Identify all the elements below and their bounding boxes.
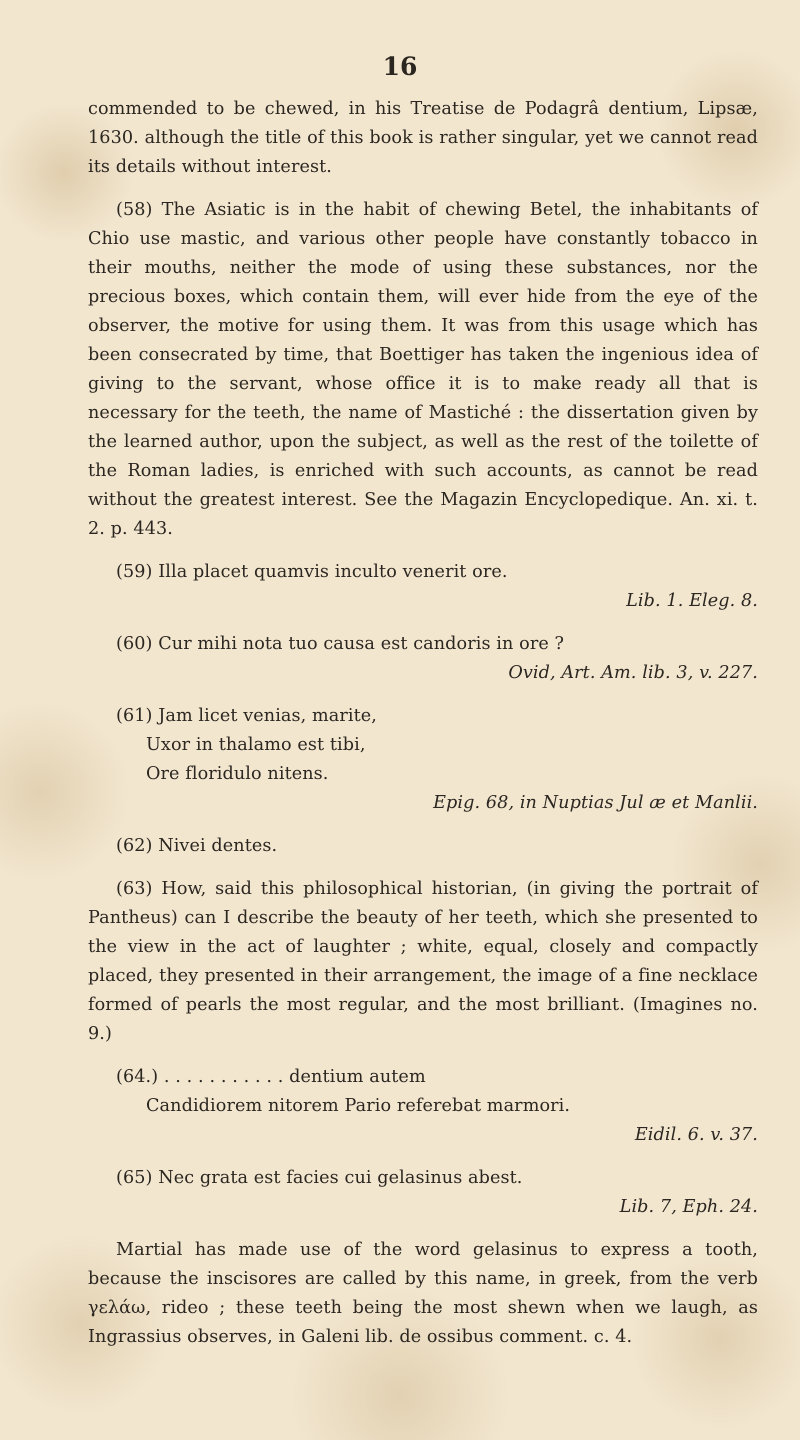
verse-line: (64.) . . . . . . . . . . . dentium autem [116, 1067, 426, 1087]
verse-line: (61) Jam licet venias, marite, [116, 706, 378, 726]
verse-line: Uxor in thalamo est tibi, [146, 735, 366, 755]
note-58: (58) The Asiatic is in the habit of chewing Betel, the inhabitants of Chio use mastic, and various other people have constantly tobacco in their mouths, neither the mode of using these substances, nor the precious boxes, which contain them, will ever hide from the eye of the observer, the motive for using them. It was from this usage which has been consecrated by time, that Boettiger has taken the ingenious idea of giving to the servant, whose office it is to make ready all that is necessary for the teeth, the name of Mastiché : the dissertation given by the learned author, upon the subject, as well as the rest of the toilette of the Roman ladies, is enriched with such accounts, as cannot be read without the greatest interest. See the Magazin Encyclopedique. An. xi. t. 2. p. 443. [88, 200, 758, 539]
note-65: (65) Nec grata est facies cui gelasinus abest. [116, 1168, 523, 1188]
note-60-citation: Ovid, Art. Am. lib. 3, v. 227. [508, 663, 758, 683]
page-number: 16 [382, 52, 418, 81]
note-61-citation: Epig. 68, in Nuptias Jul æ et Manlii. [433, 793, 758, 813]
note-59-citation: Lib. 1. Eleg. 8. [626, 591, 758, 611]
verse-line: Ore floridulo nitens. [146, 764, 329, 784]
page-body [88, 95, 758, 1366]
note-62: (62) Nivei dentes. [116, 836, 278, 856]
verse-line: Candidiorem nitorem Pario referebat marmori. [146, 1096, 571, 1116]
note-60: (60) Cur mihi nota tuo causa est candoris in ore ? [116, 634, 565, 654]
intro-paragraph: commended to be chewed, in his Treatise de Podagrâ dentium, Lipsæ, 1630. although the title of this book is rather singular, yet we cannot read its details without interest. [88, 99, 758, 177]
note-64 [88, 1063, 758, 1150]
note-65-citation: Lib. 7, Eph. 24. [619, 1197, 758, 1217]
note-63: (63) How, said this philosophical historian, (in giving the portrait of Pantheus) can I describe the beauty of her teeth, which she presented to the view in the act of laughter ; white, equal, closely and compactly placed, they presented in their arrangement, the image of a fine necklace formed of pearls the most regular, and the most brilliant. (Imagines no. 9.) [88, 879, 758, 1044]
note-64-citation: Eidil. 6. v. 37. [634, 1125, 758, 1145]
note-61 [88, 702, 758, 818]
martial-paragraph: Martial has made use of the word gelasinus to express a tooth, because the inscisores are called by this name, in greek, from the verb γελάω, rideo ; these teeth being the most shewn when we laugh, as Ingrassius observes, in Galeni lib. de ossibus comment. c. 4. [88, 1240, 758, 1347]
note-59: (59) Illa placet quamvis inculto venerit ore. [116, 562, 508, 582]
